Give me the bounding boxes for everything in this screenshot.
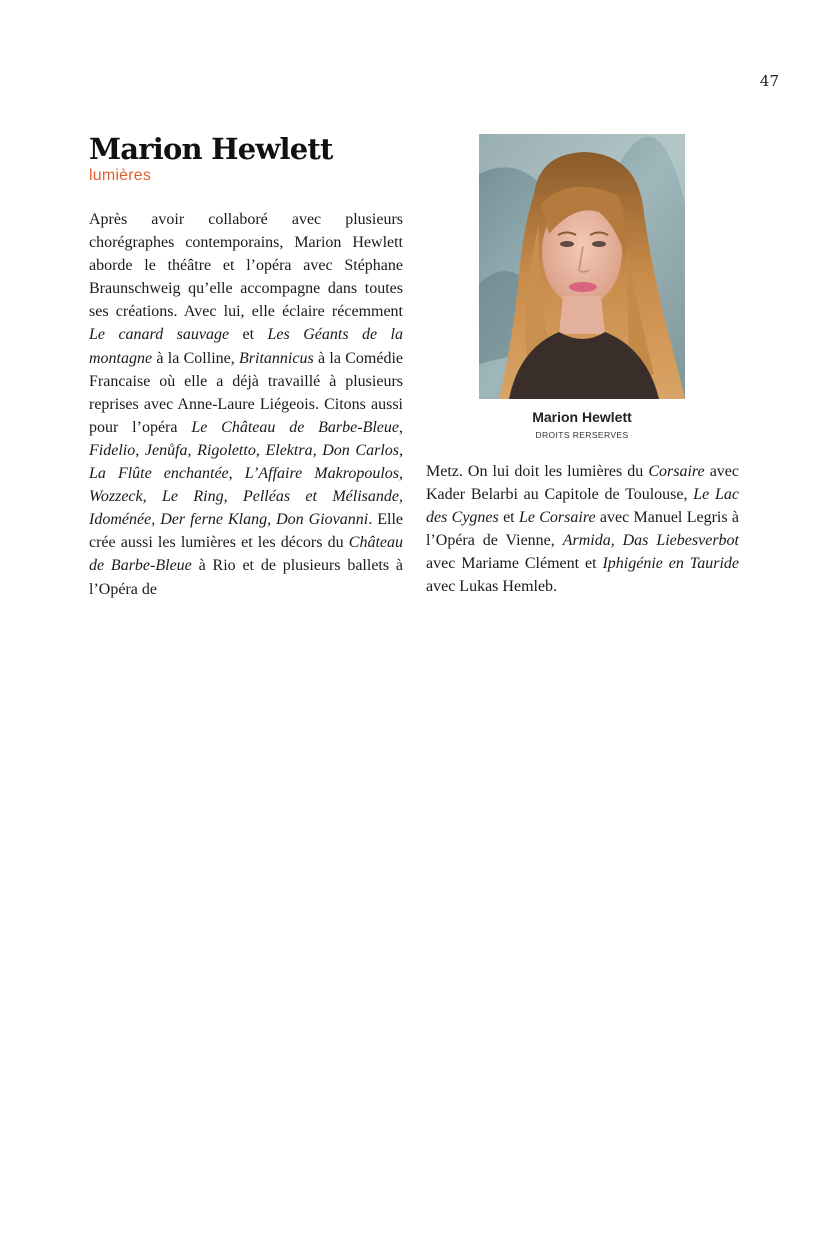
page-number: 47 bbox=[759, 72, 779, 90]
photo-caption-name: Marion Hewlett bbox=[532, 409, 632, 425]
person-name: Marion Hewlett bbox=[89, 132, 333, 166]
bio-text: Après avoir collaboré avec plusieurs chorégraphes contemporains, Marion Hewlett aborde le théâtre et l’opéra avec Stéphane Braunschweig qu’elle accompagne dans toutes ses créations. Avec lui, elle éclaire récemment bbox=[89, 211, 403, 321]
bio-text: à Rio et de plusieurs ballets à l’Opéra de bbox=[89, 557, 404, 598]
bio-text: à la Colline, bbox=[152, 349, 240, 367]
bio-title: Le Lac des Cygnes bbox=[426, 486, 740, 527]
bio-text: Metz. On lui doit les lumières du bbox=[426, 463, 649, 480]
bio-column-left bbox=[89, 208, 403, 601]
bio-text: . Elle crée aussi les lumières et les décors du bbox=[89, 511, 403, 552]
bio-text: avec Lukas Hemleb. bbox=[426, 578, 558, 596]
bio-text: avec Kader Belarbi au Capitole de Toulouse, bbox=[426, 463, 739, 504]
bio-text: et bbox=[498, 509, 519, 527]
bio-title: Le Château de Barbe-Bleue, Fidelio, Jenůfa, Rigoletto, Elektra, Don Carlos, La Flûte enchantée, L’Affaire Makropoulos, Wozzeck, Le Ring, Pelléas et Mélisande, Idoménée, Der ferne Klang, Don Giovanni bbox=[89, 418, 403, 529]
bio-column-right bbox=[426, 460, 739, 599]
bio-title: Iphigénie en Tauride bbox=[602, 555, 739, 573]
bio-title: Britannicus bbox=[239, 349, 314, 367]
person-role: lumières bbox=[89, 167, 152, 184]
bio-text: avec Manuel Legris à l’Opéra de Vienne, bbox=[426, 509, 739, 550]
bio-text: à la Comédie Francaise où elle a déjà travaillé à plusieurs reprises avec Anne-Laure Liégeois. Citons aussi pour l’opéra bbox=[89, 349, 403, 436]
bio-title: Le canard sauvage bbox=[89, 326, 230, 344]
bio-title: Armida, Das Liebesverbot bbox=[562, 532, 739, 550]
bio-title: Corsaire bbox=[648, 463, 705, 480]
bio-title: Le Corsaire bbox=[518, 509, 596, 527]
bio-title: Château de Barbe-Bleue bbox=[89, 534, 403, 575]
bio-text: et bbox=[229, 326, 268, 344]
photo-caption-credit: DROITS RERSERVES bbox=[535, 430, 629, 440]
bio-title: Les Géants de la montagne bbox=[89, 326, 403, 367]
portrait-photo bbox=[479, 134, 685, 399]
bio-text: avec Mariame Clément et bbox=[426, 555, 603, 573]
